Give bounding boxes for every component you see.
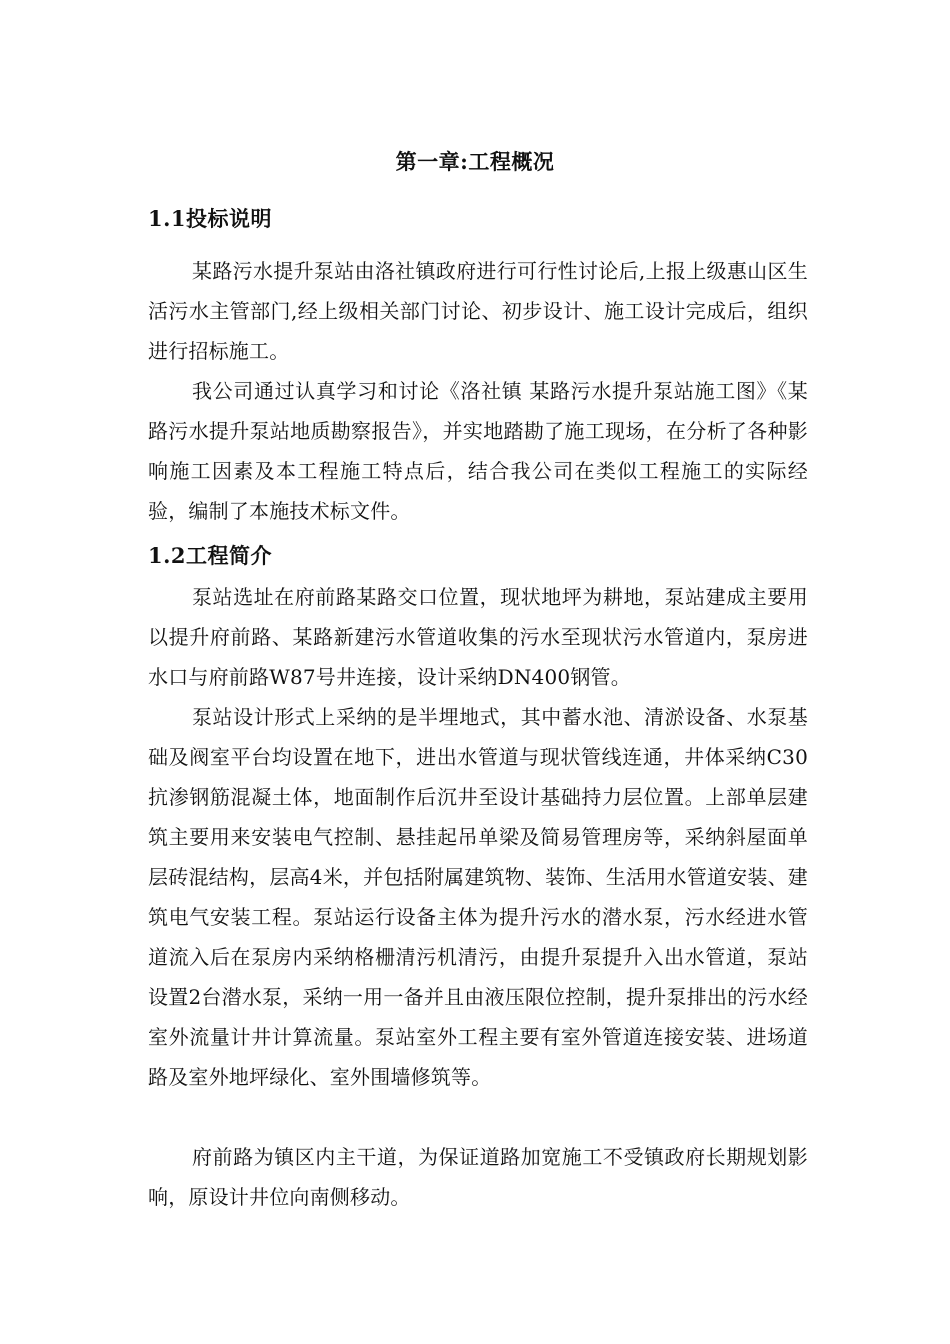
section-heading-1-2: 1.2工程简介: [148, 543, 273, 568]
chapter-title: 第一章:工程概况: [395, 149, 555, 174]
section-heading-1-1: 1.1投标说明: [148, 206, 273, 231]
paragraph-bid-basis: 我公司通过认真学习和讨论《洛社镇 某路污水提升泵站施工图》《某路污水提升泵站地质勘察报告》，并实地踏勘了施工现场，在分析了各种影响施工因素及本工程施工特点后，结合我公司在类似工程施工的实际经验，编制了本施技术标文件。: [148, 379, 808, 523]
paragraph-site-overview: 泵站选址在府前路某路交口位置，现状地坪为耕地，泵站建成主要用以提升府前路、某路新建污水管道收集的污水至现状污水管道内，泵房进水口与府前路W87号井连接，设计采纳DN400钢管。: [148, 585, 808, 689]
paragraph-bid-description: 某路污水提升泵站由洛社镇政府进行可行性讨论后,上报上级惠山区生活污水主管部门,经上级相关部门讨论、初步设计、施工设计完成后，组织进行招标施工。: [148, 259, 808, 363]
paragraph-relocation-note: 府前路为镇区内主干道，为保证道路加宽施工不受镇政府长期规划影响，原设计井位向南侧移动。: [148, 1145, 808, 1209]
paragraph-design-details: 泵站设计形式上采纳的是半埋地式，其中蓄水池、清淤设备、水泵基础及阀室平台均设置在地下，进出水管道与现状管线连通，井体采纳C30抗渗钢筋混凝土体，地面制作后沉井至设计基础持力层位置。上部单层建筑主要用来安装电气控制、悬挂起吊单梁及简易管理房等，采纳斜屋面单层砖混结构，层高4米，并包括附属建筑物、装饰、生活用水管道安装、建筑电气安装工程。泵站运行设备主体为提升污水的潜水泵，污水经进水管道流入后在泵房内采纳格栅清污机清污，由提升泵提升入出水管道，泵站设置2台潜水泵，采纳一用一备并且由液压限位控制，提升泵排出的污水经室外流量计井计算流量。泵站室外工程主要有室外管道连接安装、进场道路及室外地坪绿化、室外围墙修筑等。: [148, 705, 808, 1089]
